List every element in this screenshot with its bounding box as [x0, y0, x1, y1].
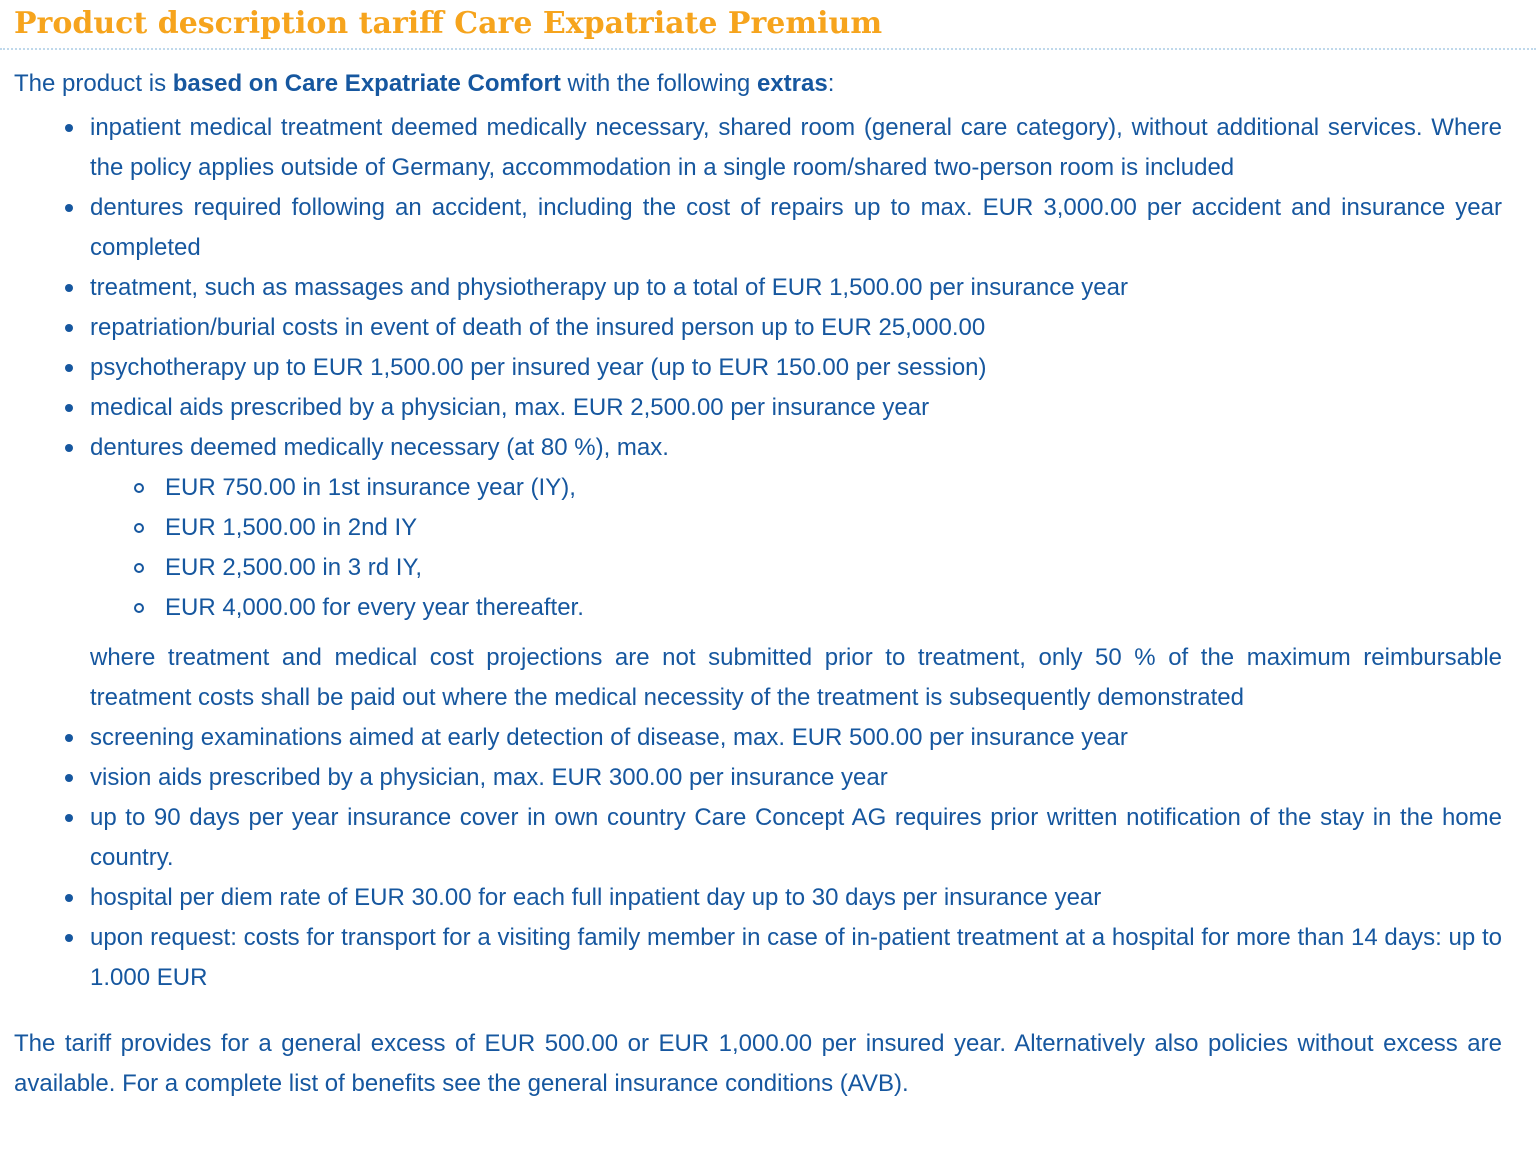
- list-item-text: medical aids prescribed by a physician, max. EUR 2,500.00 per insurance year: [90, 394, 930, 421]
- circle-bullet-icon: [134, 483, 144, 493]
- dentures-sublist: [90, 468, 1502, 628]
- sublist-item: [90, 548, 1502, 588]
- sublist-item-text: EUR 750.00 in 1st insurance year (IY),: [165, 474, 576, 501]
- sublist-item: [90, 468, 1502, 508]
- circle-bullet-icon: [134, 523, 144, 533]
- list-item-text: inpatient medical treatment deemed medically necessary, shared room (general care category), without additional services. Where the policy applies outside of Germany, accommodation in a single room/shared two-person room is included: [90, 114, 1502, 181]
- list-item-text: upon request: costs for transport for a visiting family member in case of in-patient treatment at a hospital for more than 14 days: up to 1.000 EUR: [90, 924, 1502, 991]
- intro-text-segment: :: [827, 70, 835, 97]
- list-item-text: psychotherapy up to EUR 1,500.00 per insured year (up to EUR 150.00 per session): [90, 354, 987, 381]
- list-item: [14, 308, 1502, 348]
- list-item: [14, 798, 1502, 878]
- sublist-item-text: EUR 4,000.00 for every year thereafter.: [165, 594, 584, 621]
- list-item: [14, 758, 1502, 798]
- bullet-icon: [65, 444, 73, 452]
- page-title: Product description tariff Care Expatriate Premium: [14, 6, 883, 41]
- list-item-text: dentures required following an accident, including the cost of repairs up to max. EUR 3,000.00 per accident and insurance year completed: [90, 194, 1502, 261]
- benefits-list: [14, 108, 1502, 998]
- list-item-text: hospital per diem rate of EUR 30.00 for each full inpatient day up to 30 days per insurance year: [90, 884, 1102, 911]
- intro-bold-segment: extras: [756, 70, 828, 97]
- list-item: [14, 268, 1502, 308]
- bullet-icon: [65, 124, 73, 132]
- list-item: [14, 878, 1502, 918]
- sublist-item-text: EUR 1,500.00 in 2nd IY: [165, 514, 418, 541]
- circle-bullet-icon: [134, 603, 144, 613]
- sublist-item: [90, 588, 1502, 628]
- bullet-icon: [65, 364, 73, 372]
- sublist-item: [90, 508, 1502, 548]
- list-item-text: vision aids prescribed by a physician, max. EUR 300.00 per insurance year: [90, 764, 888, 791]
- bullet-icon: [65, 934, 73, 942]
- circle-bullet-icon: [134, 563, 144, 573]
- intro-paragraph: [14, 64, 1502, 104]
- list-item-text: dentures deemed medically necessary (at 80 %), max.: [90, 434, 669, 461]
- list-item: [14, 388, 1502, 428]
- sublist-item-text: EUR 2,500.00 in 3 rd IY,: [165, 554, 423, 581]
- bullet-icon: [65, 284, 73, 292]
- list-item: [14, 108, 1502, 188]
- intro-text-segment: The product is: [14, 70, 173, 97]
- list-item-dentures: [14, 428, 1502, 718]
- bullet-icon: [65, 204, 73, 212]
- list-item-text: screening examinations aimed at early detection of disease, max. EUR 500.00 per insurance year: [90, 724, 1128, 751]
- bullet-icon: [65, 814, 73, 822]
- bullet-icon: [65, 324, 73, 332]
- list-item-text: treatment, such as massages and physiotherapy up to a total of EUR 1,500.00 per insurance year: [90, 274, 1128, 301]
- intro-text-segment: with the following: [560, 70, 757, 97]
- dotted-separator: [0, 48, 1536, 50]
- bullet-icon: [65, 734, 73, 742]
- bullet-icon: [65, 774, 73, 782]
- list-item-text: up to 90 days per year insurance cover in own country Care Concept AG requires prior written notification of the stay in the home country.: [90, 804, 1502, 871]
- closing-paragraph: The tariff provides for a general excess of EUR 500.00 or EUR 1,000.00 per insured year. Alternatively also policies without excess are available. For a complete list of benefits see the general insurance conditions (AVB).: [14, 1030, 1502, 1097]
- bullet-icon: [65, 894, 73, 902]
- intro-bold-segment: based on Care Expatriate Comfort: [172, 70, 561, 97]
- bullet-icon: [65, 404, 73, 412]
- list-item: [14, 188, 1502, 268]
- list-item-text: repatriation/burial costs in event of death of the insured person up to EUR 25,000.00: [90, 314, 986, 341]
- list-item: [14, 718, 1502, 758]
- where-note: where treatment and medical cost projections are not submitted prior to treatment, only 50 % of the maximum reimbursable treatment costs shall be paid out where the medical necessity of the treatment is subsequently demonstrated: [90, 644, 1502, 711]
- list-item: [14, 348, 1502, 388]
- list-item: [14, 918, 1502, 998]
